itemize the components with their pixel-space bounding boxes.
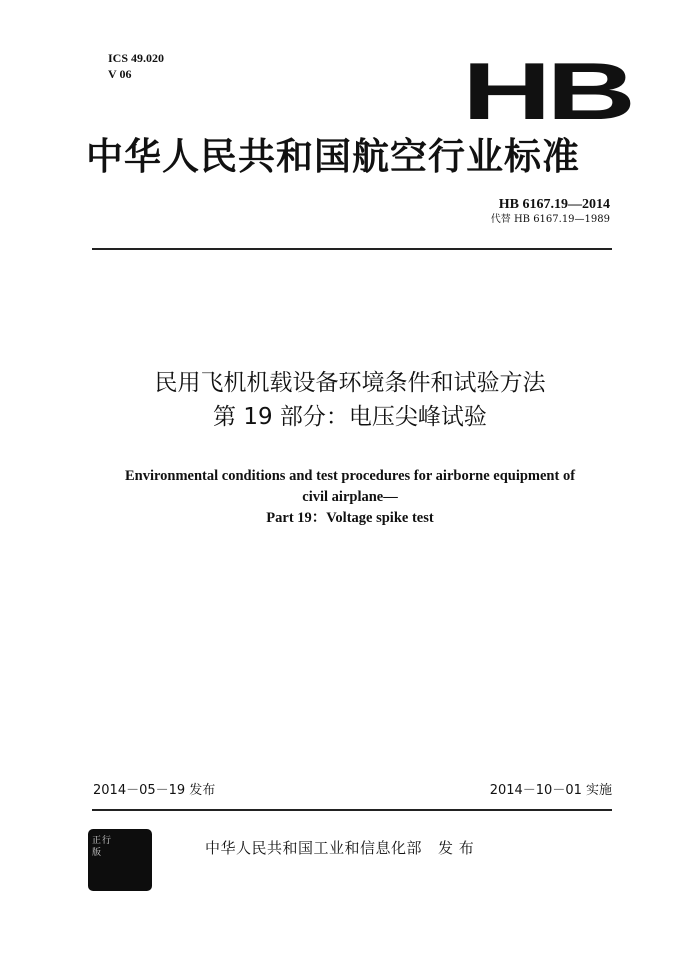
publisher-line bbox=[205, 837, 474, 859]
authenticity-seal bbox=[88, 829, 152, 891]
publisher-name: 中华人民共和国工业和信息化部 bbox=[205, 839, 423, 857]
header-divider bbox=[92, 248, 612, 250]
standard-number: HB 6167.19—2014 bbox=[498, 197, 610, 212]
english-title bbox=[60, 466, 640, 529]
english-title-line-2: civil airplane— bbox=[302, 489, 398, 505]
ccs-code: V 06 bbox=[108, 67, 132, 81]
standard-category-title: 中华人民共和国航空行业标准 bbox=[86, 135, 580, 178]
replaces-standard: 代替 HB 6167.19—1989 bbox=[490, 214, 610, 225]
english-title-line-1: Environmental conditions and test procedures for airborne equipment of bbox=[124, 468, 576, 484]
ics-code: ICS 49.020 bbox=[108, 51, 165, 65]
issue-date: 2014－05－19 发布 bbox=[93, 783, 216, 798]
chinese-title-line-1: 民用飞机机载设备环境条件和试验方法 bbox=[154, 370, 546, 396]
english-title-line-3: Part 19：Voltage spike test bbox=[266, 510, 434, 526]
implementation-date: 2014－10－01 实施 bbox=[489, 783, 612, 798]
chinese-title-line-2: 第 19 部分：电压尖峰试验 bbox=[213, 404, 487, 430]
hb-logo: HB bbox=[462, 45, 631, 137]
seal-text: 正行版 bbox=[92, 836, 113, 858]
footer-divider bbox=[92, 809, 612, 811]
publish-word: 发 布 bbox=[438, 839, 475, 857]
chinese-title bbox=[60, 366, 640, 434]
classification-codes bbox=[108, 50, 164, 82]
